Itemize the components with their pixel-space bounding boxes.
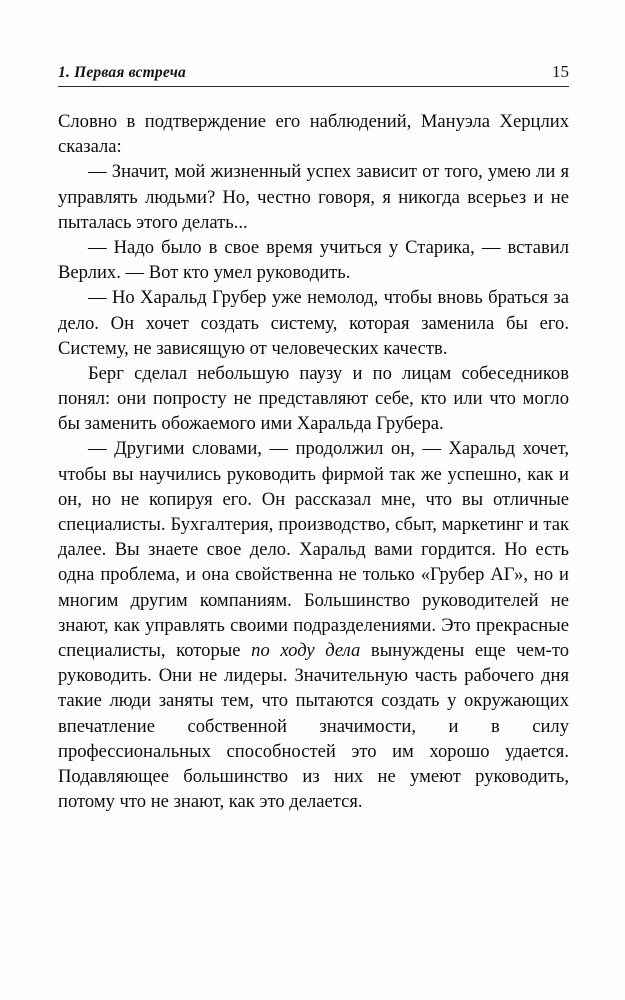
page-body (58, 109, 569, 814)
paragraph: — Значит, мой жизненный успех зависит от того, умею ли я управлять людьми? Но, честно говоря, я никогда всерьез и не пыталась этого делать... (58, 161, 569, 233)
paragraph: — Надо было в свое время учиться у Старика, — вставил Верлих. — Вот кто умел руководить. (58, 236, 569, 284)
emphasized-phrase: по ходу дела (251, 639, 361, 661)
paragraph-part: вынуждены еще чем-то руководить. Они не лидеры. Значительную часть рабочего дня такие люди заняты тем, что пытаются создать у окружающих впечатление собственной значимости, и в силу профессиональных способностей это им хорошо удается. Подавляющее большинство из них не умеют руководить, потому что не знают, как это делается. (58, 639, 570, 813)
paragraph: Берг сделал небольшую паузу и по лицам собеседников понял: они попросту не представляют себе, кто или что могло бы заменить обожаемого ими Харальда Грубера. (58, 362, 569, 435)
paragraph-with-emphasis (58, 436, 569, 814)
chapter-title: 1. Первая встреча (58, 64, 186, 81)
paragraph-part: — Другими словами, — продолжил он, — Харальд хочет, чтобы вы научились руководить фирмой так же успешно, как и он, но не копируя его. Он рассказал мне, что вы отличные специалисты. Бухгалтерия, производство, сбыт, маркетинг и так далее. Вы знаете свое дело. Харальд вами гордится. Но есть одна проблема, и она свойственна не только «Грубер АГ», но и многим другим компаниям. Большинство руководителей не знают, как управлять своими подразделениями. Это прекрасные специалисты, которые (58, 438, 569, 661)
paragraph: — Но Харальд Грубер уже немолод, чтобы вновь браться за дело. Он хочет создать систему, которая заменила бы его. Систему, не зависящую от человеческих качеств. (58, 287, 569, 359)
paragraph: Словно в подтверждение его наблюдений, Мануэла Херцлих сказала: (58, 111, 569, 158)
page-number: 15 (552, 62, 569, 81)
page-header (58, 62, 569, 87)
